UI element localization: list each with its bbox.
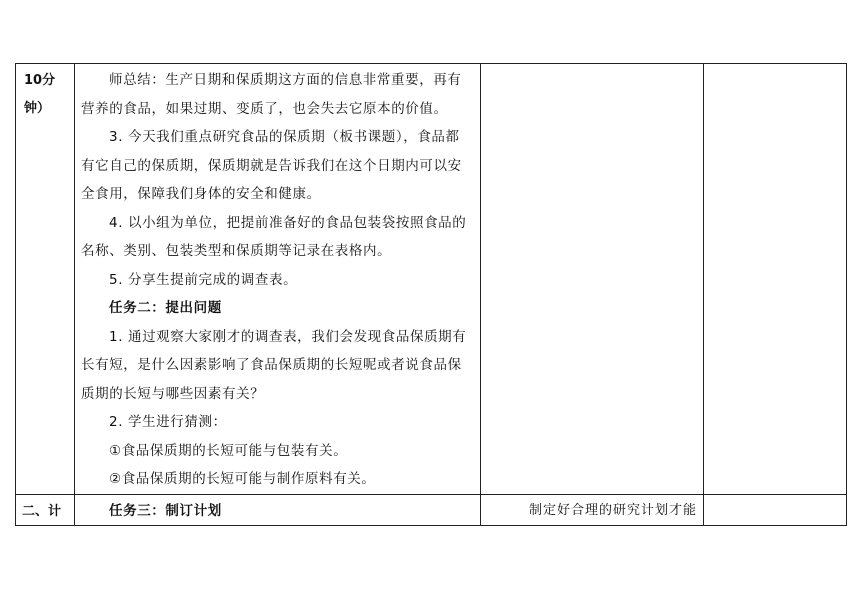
task-heading: 任务三：制订计划 xyxy=(109,502,222,519)
content-line: 质期的长短与哪些因素有关？ xyxy=(81,385,265,402)
design-intent-cell xyxy=(704,64,847,495)
content-line: 名称、类别、包装类型和保质期等记录在表格内。 xyxy=(81,243,392,259)
time-label: 10分钟） xyxy=(24,73,56,116)
task-cell xyxy=(75,494,481,526)
content-line: ②食品保质期的长短可能与制作原料有关。 xyxy=(109,471,376,487)
content-line: 5. 分享生提前完成的调查表。 xyxy=(109,271,298,288)
goal-text: 制定好合理的研究计划才能 xyxy=(528,502,697,518)
task-heading: 任务二：提出问题 xyxy=(109,300,222,316)
time-cell xyxy=(16,64,75,495)
content-line: 4. 以小组为单位，把提前准备好的食品包装袋按照食品的 xyxy=(109,214,467,231)
empty-cell xyxy=(704,494,847,526)
content-line: 1. 通过观察大家刚才的调查表，我们会发现食品保质期有 xyxy=(109,328,467,345)
content-line: 全食用，保障我们身体的安全和健康。 xyxy=(81,186,321,202)
goal-cell xyxy=(481,494,704,526)
content-line: 师总结：生产日期和保质期这方面的信息非常重要，再有 xyxy=(109,72,462,88)
content-line: ①食品保质期的长短可能与包装有关。 xyxy=(109,442,348,459)
table-row xyxy=(16,494,847,526)
content-line: 3. 今天我们重点研究食品的保质期（板书课题），食品都 xyxy=(109,129,460,145)
student-activity-cell xyxy=(481,64,704,495)
stage-label: 二、计 xyxy=(22,503,62,519)
stage-cell xyxy=(16,494,75,526)
content-line: 2. 学生进行猜测： xyxy=(109,414,227,430)
lesson-plan-table xyxy=(15,63,847,526)
table-row xyxy=(16,64,847,495)
content-line: 长有短，是什么因素影响了食品保质期的长短呢或者说食品保 xyxy=(81,357,462,373)
content-line: 营养的食品，如果过期、变质了，也会失去它原本的价值。 xyxy=(81,100,448,117)
content-cell xyxy=(75,64,481,495)
content-line: 有它自己的保质期，保质期就是告诉我们在这个日期内可以安 xyxy=(81,157,462,174)
content-lines xyxy=(81,66,474,494)
